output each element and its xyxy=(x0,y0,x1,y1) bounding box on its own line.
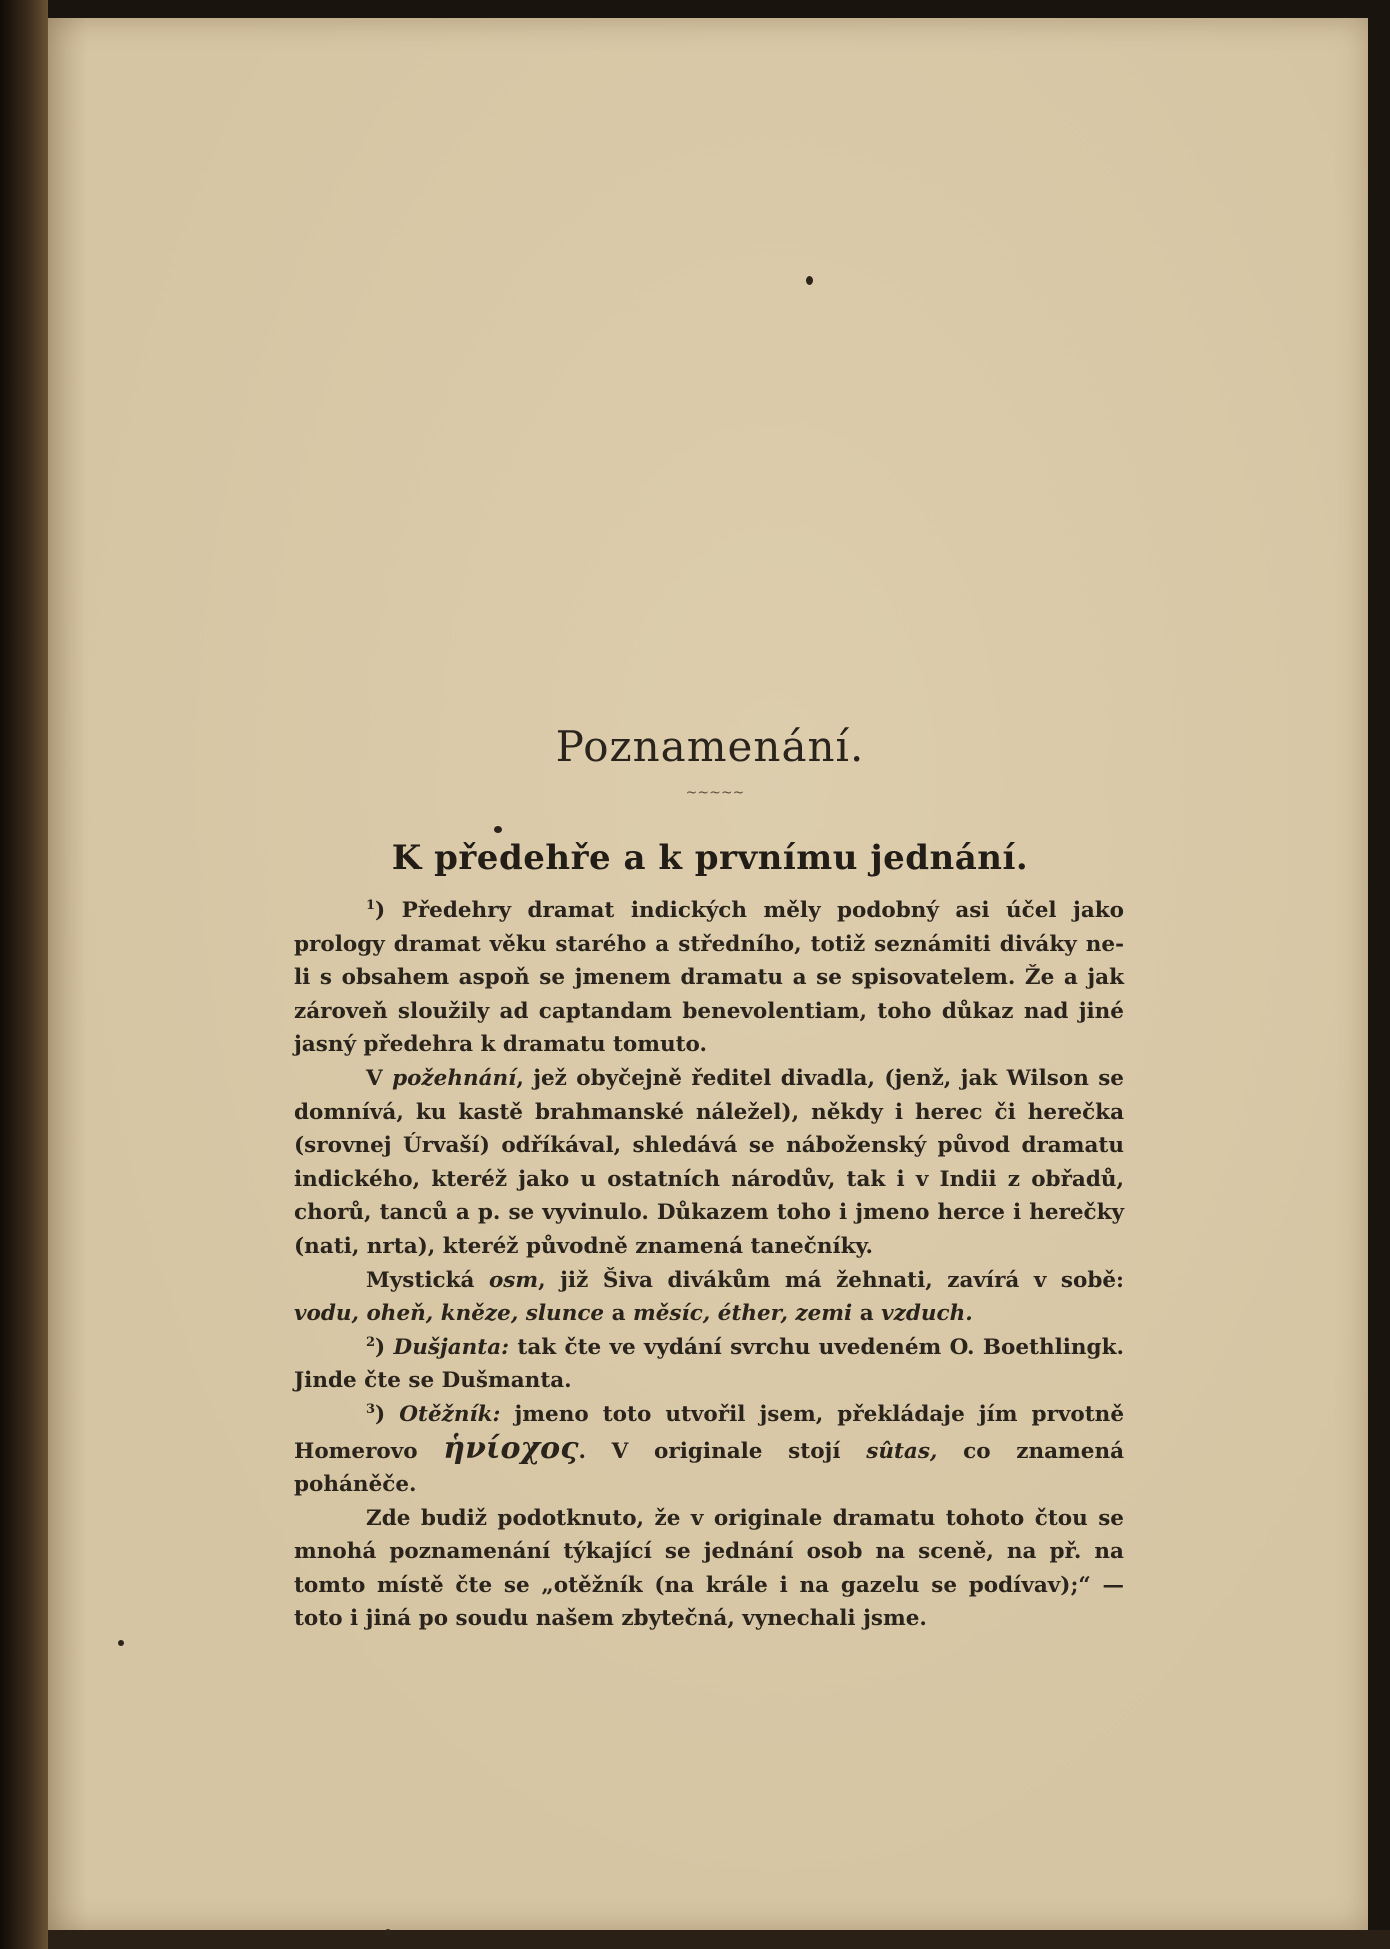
note-2-term: Dušjanta: xyxy=(393,1334,510,1360)
section-heading: K předehře a k prvnímu jednání. xyxy=(391,838,1029,878)
note-3-greek-word: ἡνίοχος xyxy=(443,1430,579,1466)
note-1-text: ) Předehry dramat indických měly podobný asi účel jako prology dramat věku starého a středního, totiž seznámiti diváky ne-li s obsahem aspoň se jmenem dramatu a se spisovatelem. Že a jak zároveň sloužily ad captandam benevolentiam, toho důkaz nad jiné jasný předehra k dramatu tomuto. xyxy=(294,898,1124,1058)
closing-paragraph xyxy=(294,1502,1124,1636)
notes-body xyxy=(294,894,1124,1636)
note-3-term: Otěžník: xyxy=(399,1401,501,1427)
mystic-eight-paragraph xyxy=(294,1264,1124,1331)
note-3-pre: ) xyxy=(375,1401,400,1427)
note-2-mark: 2 xyxy=(366,1334,376,1350)
note-2-text: tak čte ve vydání svrchu uvedeném O. Boethlingk. Jinde čte se Dušmanta. xyxy=(294,1334,1124,1394)
blessing-term: požehnání xyxy=(392,1065,517,1091)
closing-text: Zde budiž podotknuto, že v originale dramatu tohoto čtou se mnohá poznamenání týkající se jednání osob na sceně, na př. na tomto místě čte se „otěžník (na krále i na gazelu se podívav);“ — toto i jiná po soudu našem zbytečná, vynechali jsme. xyxy=(294,1505,1124,1632)
mystic-list-2: měsíc, éther, zemi xyxy=(633,1301,853,1327)
mystic-osm: osm xyxy=(488,1267,539,1293)
note-3-text-2: . V originale stojí xyxy=(578,1438,867,1464)
note-3-text: jmeno toto utvořil jsem, překládaje jím prvotně Homerovo xyxy=(294,1401,1124,1464)
note-3-term-2: sûtas, xyxy=(866,1438,938,1464)
title-ornament: ~~~~~ xyxy=(685,785,745,801)
ink-speck xyxy=(494,826,502,833)
ink-speck xyxy=(118,1640,124,1646)
mystic-and-2: a xyxy=(852,1301,882,1327)
blessing-text: , jež obyčejně ředitel divadla, (jenž, jak Wilson se domnívá, ku kastě brahmanské náležel), někdy i herec či herečka (srovnej Úrvaší) odříkával, shledává se náboženský původ dramatu indického, kteréž jako u ostatních národův, tak i v Indii z obřadů, chorů, tanců a p. se vyvinulo. Důkazem toho i jmeno herce i herečky (nati, nrta), kteréž původně znamená tanečníky. xyxy=(294,1065,1124,1259)
mystic-and-1: a xyxy=(604,1301,633,1327)
note-1-paragraph xyxy=(294,894,1124,1062)
note-2-paragraph xyxy=(294,1331,1124,1398)
page-title: Poznamenání. xyxy=(555,722,865,771)
blessing-paragraph xyxy=(294,1062,1124,1264)
note-3-text-3: co znamená poháněče. xyxy=(294,1438,1125,1498)
ink-speck xyxy=(385,1929,391,1935)
note-2-pre: ) xyxy=(375,1334,394,1360)
page-bottom-edge xyxy=(48,1930,1390,1949)
mystic-list-3: vzduch. xyxy=(881,1301,973,1327)
mystic-pre: Mystická xyxy=(366,1267,489,1293)
note-1-mark: 1 xyxy=(366,897,376,913)
ink-speck xyxy=(806,276,813,285)
mystic-list-1: vodu, oheň, kněze, slunce xyxy=(294,1301,605,1327)
note-3-paragraph xyxy=(294,1398,1124,1502)
mystic-mid: , již Šiva divákům má žehnati, zavírá v sobě: xyxy=(538,1267,1124,1293)
note-3-mark: 3 xyxy=(366,1401,376,1417)
book-spine-shadow xyxy=(0,0,48,1949)
blessing-pre: V xyxy=(366,1065,393,1091)
